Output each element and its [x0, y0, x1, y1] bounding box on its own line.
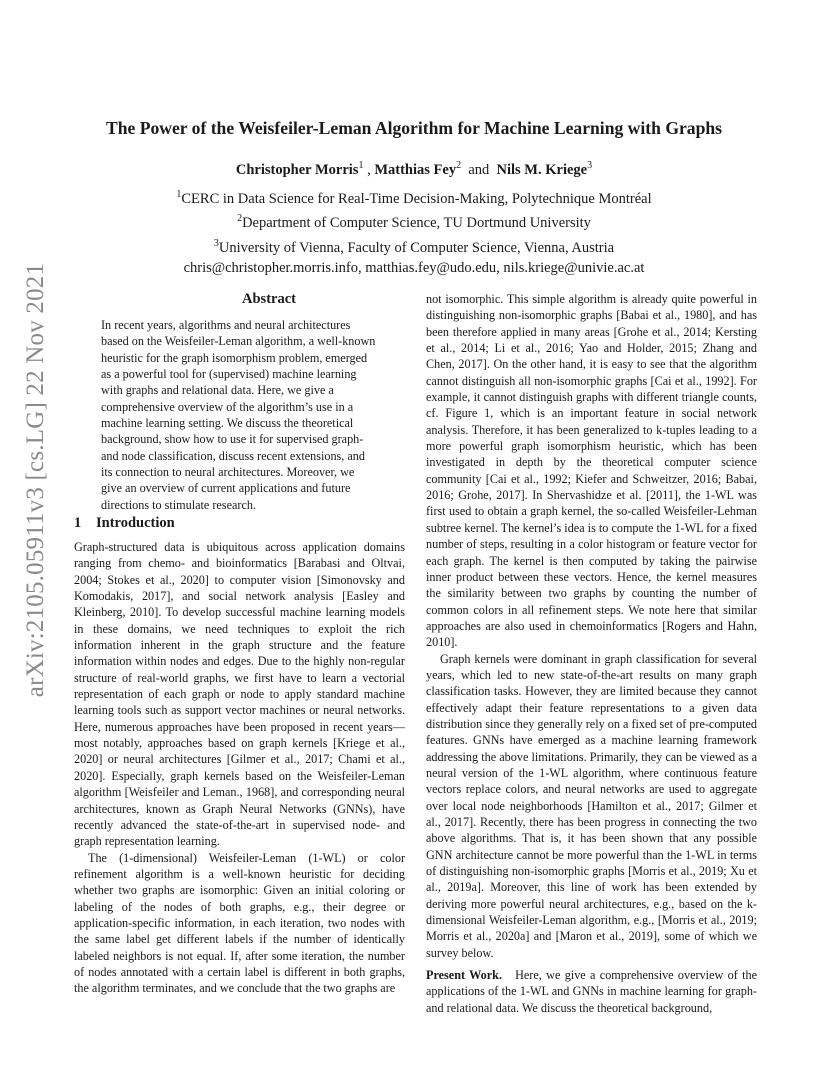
author-affil-marker: 1	[358, 160, 364, 171]
author-list	[60, 160, 768, 179]
affiliation-text: Department of Computer Science, TU Dortmund University	[242, 215, 591, 232]
affiliation-text: CERC in Data Science for Real-Time Decision-Making, Polytechnique Montréal	[181, 190, 652, 207]
paragraph-run-in-heading: Present Work.	[426, 968, 503, 983]
left-column-body	[74, 539, 405, 997]
author-name: Nils M. Kriege	[496, 161, 588, 178]
affiliation-marker: 2	[237, 213, 243, 225]
abstract-text: In recent years, algorithms and neural architectures based on the Weisfeiler-Leman algorithm, a well-known heuristic for the graph isomorphism problem, emerged as a powerful tool for (supervised) machine learning with graphs and relational data. Here, we give a comprehensive overview of the algorithm’s use in a machine learning setting. We discuss the theoretical background, show how to use it for supervised graph- and node classification, discuss recent extensions, and its connection to neural architectures. Moreover, we give an overview of current applications and future directions to stimulate research.	[101, 318, 376, 512]
present-work-paragraph	[426, 967, 757, 1016]
body-paragraph: Graph kernels were dominant in graph classification for several years, which led to new state-of-the-art results on many graph classification tasks. However, they are limited because they cannot effectively adapt their feature representations to a given data distribution since they generally rely on a fixed set of pre-computed features. GNNs have emerged as a machine learning framework addressing the above limitations. Primarily, they can be viewed as a neural version of the 1-WL algorithm, where continuous feature vectors replace colors, and neural networks are used to aggregate over local node neighborhoods [Hamilton et al., 2017; Gilmer et al., 2017]. Recently, there has been progress in connecting the two above algorithms. That is, it has been shown that any possible GNN architecture cannot be more powerful than the 1-WL in terms of distinguishing non-isomorphic graphs [Morris et al., 2019; Xu et al., 2019a]. Moreover, this line of work has been extended by deriving more powerful neural architectures, e.g., based on the k-dimensional Weisfeiler-Leman algorithm, e.g., [Morris et al., 2019; Morris et al., 2020a] and [Maron et al., 2019], some of which we survey below.	[426, 651, 757, 960]
affiliations-block	[60, 185, 768, 278]
author-name: Matthias Fey	[374, 161, 457, 178]
body-paragraph: The (1-dimensional) Weisfeiler-Leman (1-WL) or color refinement algorithm is a well-known heuristic for deciding whether two graphs are isomorphic: Given an initial coloring or labeling of the nodes of both graphs, e.g., their degree or application-specific information, in each iteration, two nodes with the same label get different labels if the number of identically labeled neighbors is not equal. If, after some iteration, the number of nodes annotated with a certain label is different in both graphs, the algorithm terminates, and we conclude that the two graphs are	[74, 850, 405, 996]
section-heading-introduction	[74, 515, 175, 532]
affiliation-line	[60, 209, 768, 233]
author-affil-marker: 3	[587, 160, 593, 171]
section-title: Introduction	[96, 515, 175, 531]
body-paragraph: Graph-structured data is ubiquitous across application domains ranging from chemo- and bioinformatics [Barabasi and Oltvai, 2004; Stokes et al., 2020] to computer vision [Simonovsky and Komodakis, 2017], and social network analysis [Easley and Kleinberg, 2010]. To develop successful machine learning models in these domains, we need techniques to exploit the rich information inherent in the graph structure and the feature information within nodes and edges. Due to the highly non-regular structure of real-world graphs, we first have to learn a vectorial representation of each graph or node to apply standard machine learning tools such as support vector machines or neural networks. Here, numerous approaches have been proposed in recent years—most notably, approaches based on graph kernels [Kriege et al., 2020] or neural architectures [Gilmer et al., 2017; Chami et al., 2020]. Especially, graph kernels based on the Weisfeiler-Leman algorithm [Weisfeiler and Leman., 1968], and corresponding neural architectures, known as Graph Neural Networks (GNNs), have recently advanced the state-of-the-art in supervised node- and graph representation learning.	[74, 540, 405, 849]
affiliation-marker: 3	[213, 237, 219, 249]
section-number: 1	[74, 515, 82, 531]
body-paragraph: not isomorphic. This simple algorithm is already quite powerful in distinguishing non-isomorphic graphs [Babai et al., 1980], and has been therefore applied in many areas [Grohe et al., 2014; Kersting et al., 2014; Li et al., 2016; Yao and Holder, 2015; Zhang and Chen, 2017]. On the other hand, it is easy to see that the algorithm cannot distinguish all non-isomorphic graphs [Cai et al., 1992]. For example, it cannot distinguish graphs with different triangle counts, cf. Figure 1, which is an important feature in social network analysis. Therefore, it has been generalized to k-tuples leading to a more powerful graph isomorphism heuristic, which has been investigated in depth by the theoretical computer science community [Cai et al., 1992; Kiefer and Schweitzer, 2016; Babai, 2016; Grohe, 2017]. In Shervashidze et al. [2011], the 1-WL was first used to obtain a graph kernel, the so-called Weisfeiler-Lehman subtree kernel. The kernel’s idea is to compute the 1-WL for a fixed number of steps, resulting in a color histogram or feature vector for each graph. The kernel is then computed by taking the pairwise inner product between these vectors. Hence, the kernel measures the similarity between two graphs by counting the number of common colors in all refinement steps. We note here that similar approaches are also used in chemoinformatics [Rogers and Hahn, 2010].	[426, 292, 757, 650]
right-column-body	[426, 291, 757, 1016]
affiliation-line	[60, 234, 768, 258]
paper-title: The Power of the Weisfeiler-Leman Algorithm for Machine Learning with Graphs	[105, 118, 723, 138]
arxiv-identifier-stamp: arXiv:2105.05911v3 [cs.LG] 22 Nov 2021	[22, 262, 49, 698]
author-emails: chris@christopher.morris.info, matthias.fey@udo.edu, nils.kriege@univie.ac.at	[183, 259, 645, 276]
author-affil-marker: 2	[456, 160, 462, 171]
author-name: Christopher Morris	[235, 161, 359, 178]
paragraph-text: Here, we give a comprehensive overview of the applications of the 1-WL and GNNs in machine learning for graph- and relational data. We discuss the theoretical background,	[426, 968, 758, 1015]
affiliation-text: University of Vienna, Faculty of Computer Science, Vienna, Austria	[218, 239, 615, 256]
author-separator: ,	[363, 161, 375, 178]
affiliation-line	[60, 185, 768, 209]
author-separator: and	[461, 161, 497, 178]
abstract-heading: Abstract	[242, 291, 296, 307]
affiliation-marker: 1	[176, 189, 182, 200]
